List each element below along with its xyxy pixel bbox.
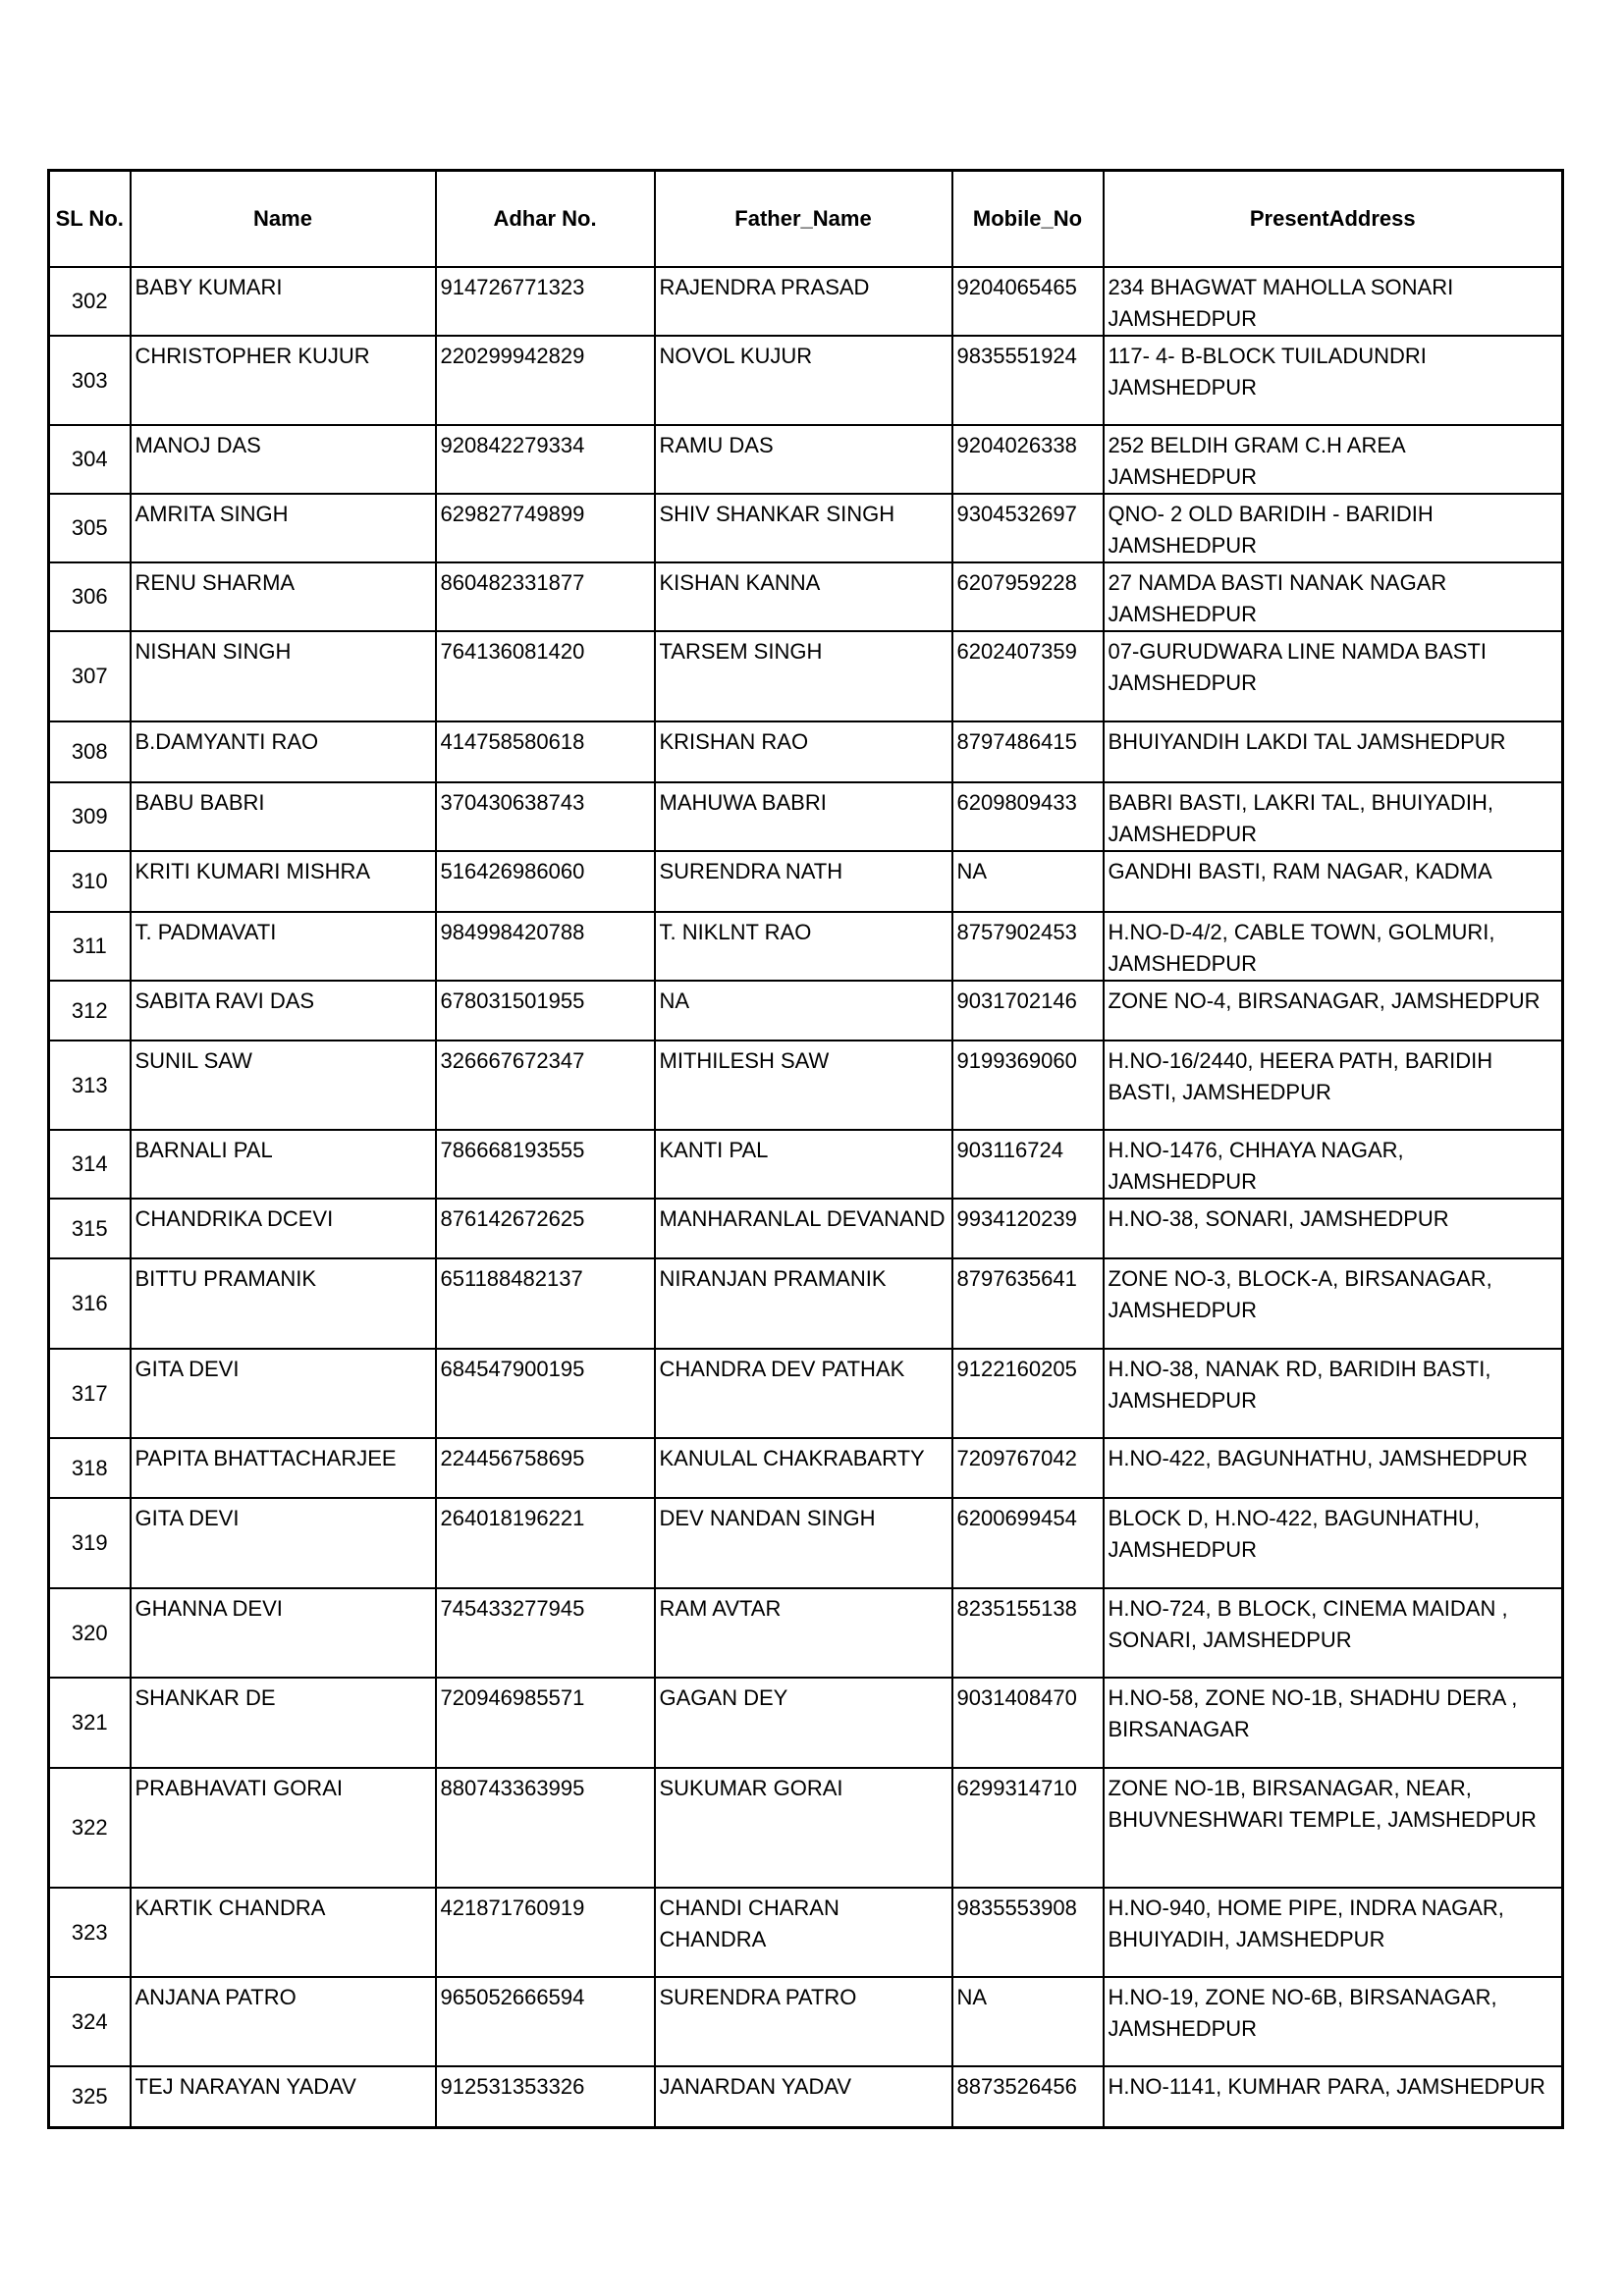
table-row (49, 981, 1563, 1041)
cell-name: CHANDRIKA DCEVI (131, 1199, 436, 1258)
cell-sl-no: 313 (49, 1041, 131, 1130)
cell-mobile-no: 6209809433 (952, 782, 1104, 851)
cell-adhar-no: 684547900195 (436, 1349, 655, 1438)
cell-present-address: H.NO-940, HOME PIPE, INDRA NAGAR, BHUIYADIH, JAMSHEDPUR (1104, 1888, 1563, 1977)
cell-sl-no: 320 (49, 1588, 131, 1678)
cell-mobile-no: 6207959228 (952, 562, 1104, 631)
table-row (49, 494, 1563, 562)
table-row (49, 1199, 1563, 1258)
cell-mobile-no: 7209767042 (952, 1438, 1104, 1498)
cell-adhar-no: 326667672347 (436, 1041, 655, 1130)
cell-mobile-no: 9204026338 (952, 425, 1104, 494)
cell-present-address: H.NO-19, ZONE NO-6B, BIRSANAGAR, JAMSHEDPUR (1104, 1977, 1563, 2066)
cell-sl-no: 302 (49, 267, 131, 336)
cell-father-name: SURENDRA PATRO (655, 1977, 952, 2066)
cell-mobile-no: 9122160205 (952, 1349, 1104, 1438)
cell-adhar-no: 516426986060 (436, 851, 655, 912)
table-row (49, 2066, 1563, 2127)
table-row (49, 562, 1563, 631)
table-row (49, 1588, 1563, 1678)
cell-father-name: GAGAN DEY (655, 1678, 952, 1768)
cell-father-name: SHIV SHANKAR SINGH (655, 494, 952, 562)
cell-mobile-no: 9934120239 (952, 1199, 1104, 1258)
cell-mobile-no: NA (952, 1977, 1104, 2066)
table-row (49, 267, 1563, 336)
cell-name: KARTIK CHANDRA (131, 1888, 436, 1977)
cell-adhar-no: 629827749899 (436, 494, 655, 562)
cell-name: T. PADMAVATI (131, 912, 436, 981)
cell-sl-no: 311 (49, 912, 131, 981)
cell-present-address: H.NO-D-4/2, CABLE TOWN, GOLMURI, JAMSHEDPUR (1104, 912, 1563, 981)
table-row (49, 1888, 1563, 1977)
cell-sl-no: 319 (49, 1498, 131, 1588)
cell-adhar-no: 220299942829 (436, 336, 655, 425)
cell-adhar-no: 224456758695 (436, 1438, 655, 1498)
header-mobile-no: Mobile_No (952, 171, 1104, 268)
cell-name: PAPITA BHATTACHARJEE (131, 1438, 436, 1498)
cell-father-name: MITHILESH SAW (655, 1041, 952, 1130)
table-body (49, 267, 1563, 2127)
header-name: Name (131, 171, 436, 268)
cell-mobile-no: 6202407359 (952, 631, 1104, 721)
cell-name: GHANNA DEVI (131, 1588, 436, 1678)
cell-name: RENU SHARMA (131, 562, 436, 631)
cell-adhar-no: 764136081420 (436, 631, 655, 721)
cell-father-name: NA (655, 981, 952, 1041)
table-row (49, 1258, 1563, 1349)
cell-mobile-no: 8235155138 (952, 1588, 1104, 1678)
cell-name: NISHAN SINGH (131, 631, 436, 721)
cell-sl-no: 325 (49, 2066, 131, 2127)
header-present-address: PresentAddress (1104, 171, 1563, 268)
cell-father-name: MAHUWA BABRI (655, 782, 952, 851)
cell-adhar-no: 912531353326 (436, 2066, 655, 2127)
cell-name: TEJ NARAYAN YADAV (131, 2066, 436, 2127)
table-row (49, 721, 1563, 782)
cell-sl-no: 322 (49, 1768, 131, 1888)
cell-adhar-no: 920842279334 (436, 425, 655, 494)
cell-adhar-no: 370430638743 (436, 782, 655, 851)
cell-mobile-no: 9031408470 (952, 1678, 1104, 1768)
cell-name: GITA DEVI (131, 1349, 436, 1438)
cell-father-name: RAM AVTAR (655, 1588, 952, 1678)
cell-present-address: H.NO-16/2440, HEERA PATH, BARIDIH BASTI, JAMSHEDPUR (1104, 1041, 1563, 1130)
cell-sl-no: 307 (49, 631, 131, 721)
cell-present-address: GANDHI BASTI, RAM NAGAR, KADMA (1104, 851, 1563, 912)
cell-father-name: KISHAN KANNA (655, 562, 952, 631)
cell-father-name: T. NIKLNT RAO (655, 912, 952, 981)
cell-name: SUNIL SAW (131, 1041, 436, 1130)
cell-father-name: CHANDRA DEV PATHAK (655, 1349, 952, 1438)
cell-name: AMRITA SINGH (131, 494, 436, 562)
cell-name: MANOJ DAS (131, 425, 436, 494)
cell-name: BITTU PRAMANIK (131, 1258, 436, 1349)
cell-mobile-no: 9031702146 (952, 981, 1104, 1041)
cell-sl-no: 314 (49, 1130, 131, 1199)
cell-mobile-no: 9304532697 (952, 494, 1104, 562)
cell-present-address: H.NO-1141, KUMHAR PARA, JAMSHEDPUR (1104, 2066, 1563, 2127)
cell-father-name: MANHARANLAL DEVANAND (655, 1199, 952, 1258)
table-row (49, 1130, 1563, 1199)
cell-present-address: H.NO-58, ZONE NO-1B, SHADHU DERA , BIRSANAGAR (1104, 1678, 1563, 1768)
table-row (49, 1977, 1563, 2066)
table-row (49, 336, 1563, 425)
cell-mobile-no: NA (952, 851, 1104, 912)
cell-father-name: KANULAL CHAKRABARTY (655, 1438, 952, 1498)
cell-mobile-no: 6200699454 (952, 1498, 1104, 1588)
table-row (49, 851, 1563, 912)
cell-father-name: RAJENDRA PRASAD (655, 267, 952, 336)
cell-sl-no: 304 (49, 425, 131, 494)
cell-present-address: 07-GURUDWARA LINE NAMDA BASTI JAMSHEDPUR (1104, 631, 1563, 721)
cell-adhar-no: 264018196221 (436, 1498, 655, 1588)
cell-present-address: H.NO-422, BAGUNHATHU, JAMSHEDPUR (1104, 1438, 1563, 1498)
cell-present-address: H.NO-38, NANAK RD, BARIDIH BASTI, JAMSHEDPUR (1104, 1349, 1563, 1438)
cell-mobile-no: 9204065465 (952, 267, 1104, 336)
cell-mobile-no: 8797635641 (952, 1258, 1104, 1349)
cell-present-address: 117- 4- B-BLOCK TUILADUNDRI JAMSHEDPUR (1104, 336, 1563, 425)
cell-sl-no: 323 (49, 1888, 131, 1977)
cell-name: CHRISTOPHER KUJUR (131, 336, 436, 425)
cell-present-address: H.NO-1476, CHHAYA NAGAR, JAMSHEDPUR (1104, 1130, 1563, 1199)
cell-sl-no: 306 (49, 562, 131, 631)
table-row (49, 425, 1563, 494)
cell-name: SABITA RAVI DAS (131, 981, 436, 1041)
cell-adhar-no: 880743363995 (436, 1768, 655, 1888)
cell-adhar-no: 914726771323 (436, 267, 655, 336)
cell-mobile-no: 903116724 (952, 1130, 1104, 1199)
table-row (49, 1349, 1563, 1438)
cell-mobile-no: 8873526456 (952, 2066, 1104, 2127)
cell-name: PRABHAVATI GORAI (131, 1768, 436, 1888)
table-row (49, 1678, 1563, 1768)
cell-name: GITA DEVI (131, 1498, 436, 1588)
cell-name: B.DAMYANTI RAO (131, 721, 436, 782)
cell-sl-no: 312 (49, 981, 131, 1041)
cell-mobile-no: 8797486415 (952, 721, 1104, 782)
table-row (49, 1498, 1563, 1588)
cell-present-address: ZONE NO-1B, BIRSANAGAR, NEAR, BHUVNESHWARI TEMPLE, JAMSHEDPUR (1104, 1768, 1563, 1888)
cell-name: ANJANA PATRO (131, 1977, 436, 2066)
cell-adhar-no: 651188482137 (436, 1258, 655, 1349)
header-adhar-no: Adhar No. (436, 171, 655, 268)
cell-father-name: SURENDRA NATH (655, 851, 952, 912)
cell-adhar-no: 421871760919 (436, 1888, 655, 1977)
cell-adhar-no: 720946985571 (436, 1678, 655, 1768)
cell-present-address: H.NO-38, SONARI, JAMSHEDPUR (1104, 1199, 1563, 1258)
cell-adhar-no: 678031501955 (436, 981, 655, 1041)
cell-adhar-no: 984998420788 (436, 912, 655, 981)
cell-present-address: H.NO-724, B BLOCK, CINEMA MAIDAN , SONARI, JAMSHEDPUR (1104, 1588, 1563, 1678)
cell-father-name: CHANDI CHARAN CHANDRA (655, 1888, 952, 1977)
cell-present-address: 234 BHAGWAT MAHOLLA SONARI JAMSHEDPUR (1104, 267, 1563, 336)
cell-present-address: QNO- 2 OLD BARIDIH - BARIDIH JAMSHEDPUR (1104, 494, 1563, 562)
cell-sl-no: 303 (49, 336, 131, 425)
cell-sl-no: 308 (49, 721, 131, 782)
cell-present-address: 27 NAMDA BASTI NANAK NAGAR JAMSHEDPUR (1104, 562, 1563, 631)
cell-father-name: NIRANJAN PRAMANIK (655, 1258, 952, 1349)
cell-adhar-no: 745433277945 (436, 1588, 655, 1678)
cell-present-address: BABRI BASTI, LAKRI TAL, BHUIYADIH, JAMSHEDPUR (1104, 782, 1563, 851)
cell-sl-no: 324 (49, 1977, 131, 2066)
header-row (49, 171, 1563, 268)
cell-sl-no: 317 (49, 1349, 131, 1438)
cell-adhar-no: 965052666594 (436, 1977, 655, 2066)
table-row (49, 912, 1563, 981)
cell-father-name: DEV NANDAN SINGH (655, 1498, 952, 1588)
table-row (49, 1768, 1563, 1888)
cell-name: KRITI KUMARI MISHRA (131, 851, 436, 912)
records-table (47, 169, 1564, 2129)
cell-father-name: KANTI PAL (655, 1130, 952, 1199)
table-row (49, 782, 1563, 851)
cell-present-address: 252 BELDIH GRAM C.H AREA JAMSHEDPUR (1104, 425, 1563, 494)
cell-adhar-no: 786668193555 (436, 1130, 655, 1199)
cell-adhar-no: 876142672625 (436, 1199, 655, 1258)
cell-sl-no: 321 (49, 1678, 131, 1768)
cell-present-address: ZONE NO-3, BLOCK-A, BIRSANAGAR, JAMSHEDPUR (1104, 1258, 1563, 1349)
cell-mobile-no: 8757902453 (952, 912, 1104, 981)
cell-sl-no: 316 (49, 1258, 131, 1349)
cell-name: BABY KUMARI (131, 267, 436, 336)
cell-mobile-no: 9835551924 (952, 336, 1104, 425)
cell-present-address: BLOCK D, H.NO-422, BAGUNHATHU, JAMSHEDPUR (1104, 1498, 1563, 1588)
cell-mobile-no: 6299314710 (952, 1768, 1104, 1888)
cell-present-address: BHUIYANDIH LAKDI TAL JAMSHEDPUR (1104, 721, 1563, 782)
cell-present-address: ZONE NO-4, BIRSANAGAR, JAMSHEDPUR (1104, 981, 1563, 1041)
cell-adhar-no: 860482331877 (436, 562, 655, 631)
cell-sl-no: 310 (49, 851, 131, 912)
cell-sl-no: 315 (49, 1199, 131, 1258)
cell-father-name: RAMU DAS (655, 425, 952, 494)
header-father-name: Father_Name (655, 171, 952, 268)
cell-name: SHANKAR DE (131, 1678, 436, 1768)
cell-father-name: TARSEM SINGH (655, 631, 952, 721)
cell-father-name: NOVOL KUJUR (655, 336, 952, 425)
cell-mobile-no: 9199369060 (952, 1041, 1104, 1130)
cell-father-name: KRISHAN RAO (655, 721, 952, 782)
cell-adhar-no: 414758580618 (436, 721, 655, 782)
cell-father-name: JANARDAN YADAV (655, 2066, 952, 2127)
table-row (49, 1041, 1563, 1130)
cell-father-name: SUKUMAR GORAI (655, 1768, 952, 1888)
cell-mobile-no: 9835553908 (952, 1888, 1104, 1977)
table-row (49, 631, 1563, 721)
cell-sl-no: 318 (49, 1438, 131, 1498)
table-row (49, 1438, 1563, 1498)
header-sl-no: SL No. (49, 171, 131, 268)
cell-sl-no: 305 (49, 494, 131, 562)
cell-name: BARNALI PAL (131, 1130, 436, 1199)
cell-sl-no: 309 (49, 782, 131, 851)
cell-name: BABU BABRI (131, 782, 436, 851)
